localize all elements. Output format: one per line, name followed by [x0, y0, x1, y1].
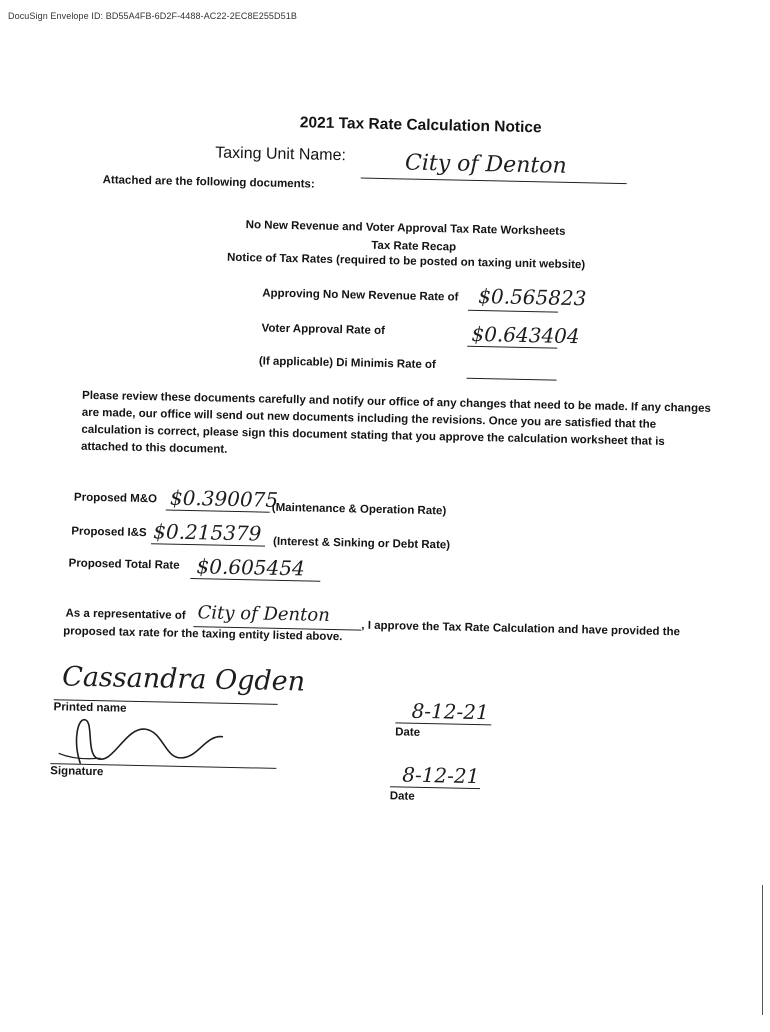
scan-edge-mark: [762, 885, 763, 1015]
printed-name-label: Printed name: [53, 701, 127, 715]
proposed-total-label: Proposed Total Rate: [68, 557, 180, 572]
date2-value: 8-12-21: [402, 762, 480, 789]
signature-drawing: [52, 711, 253, 771]
voter-approval-label: Voter Approval Rate of: [261, 322, 385, 338]
taxing-unit-label: Taxing Unit Name:: [215, 144, 347, 165]
date1-value: 8-12-21: [411, 698, 489, 725]
taxing-unit-value: City of Denton: [404, 150, 567, 179]
attached-label: Attached are the following documents:: [102, 174, 315, 191]
date2-label: Date: [389, 790, 415, 803]
no-new-revenue-label: Approving No New Revenue Rate of: [262, 287, 459, 304]
signature-label: Signature: [50, 765, 104, 779]
voter-approval-value: $0.643404: [471, 321, 580, 349]
approval-prefix: As a representative of: [65, 607, 186, 622]
de-minimis-label: (If applicable) Di Minimis Rate of: [258, 355, 436, 372]
proposed-is-value: $0.215379: [153, 519, 262, 546]
proposed-is-note: (Interest & Sinking or Debt Rate): [272, 535, 451, 552]
approval-suffix: , I approve the Tax Rate Calculation and have provided the: [361, 619, 681, 639]
document-item: Notice of Tax Rates (required to be posted on taxing unit website): [226, 251, 586, 272]
printed-name-value: Cassandra Ogden: [61, 661, 306, 698]
proposed-total-value: $0.605454: [196, 554, 305, 581]
taxing-unit-line: [361, 178, 627, 185]
date1-label: Date: [395, 726, 421, 739]
document-item: Tax Rate Recap: [371, 239, 457, 254]
proposed-mo-note: (Maintenance & Operation Rate): [271, 501, 447, 518]
proposed-is-label: Proposed I&S: [71, 525, 147, 540]
approval-line2: proposed tax rate for the taxing entity listed above.: [63, 625, 343, 644]
document-item: No New Revenue and Voter Approval Tax Rate Worksheets: [245, 219, 566, 238]
approval-entity: City of Denton: [197, 602, 331, 626]
instructions-paragraph: Please review these documents carefully and notify our office of any changes that need to be made. If any changes are made, our office will send out new documents including the revisions. Once you are satisfied that the calculation is correct, please sign this document stating that you approve the calculation worksheet that is attached to this document.: [80, 389, 711, 456]
proposed-mo-label: Proposed M&O: [73, 491, 158, 506]
de-minimis-line: [467, 378, 557, 381]
document-title: 2021 Tax Rate Calculation Notice: [299, 114, 542, 137]
no-new-revenue-value: $0.565823: [478, 284, 587, 311]
envelope-id: DocuSign Envelope ID: BD55A4FB-6D2F-4488-AC22-2EC8E255D51B: [8, 11, 297, 21]
no-new-revenue-line: [468, 310, 558, 313]
proposed-mo-value: $0.390075: [169, 485, 279, 512]
